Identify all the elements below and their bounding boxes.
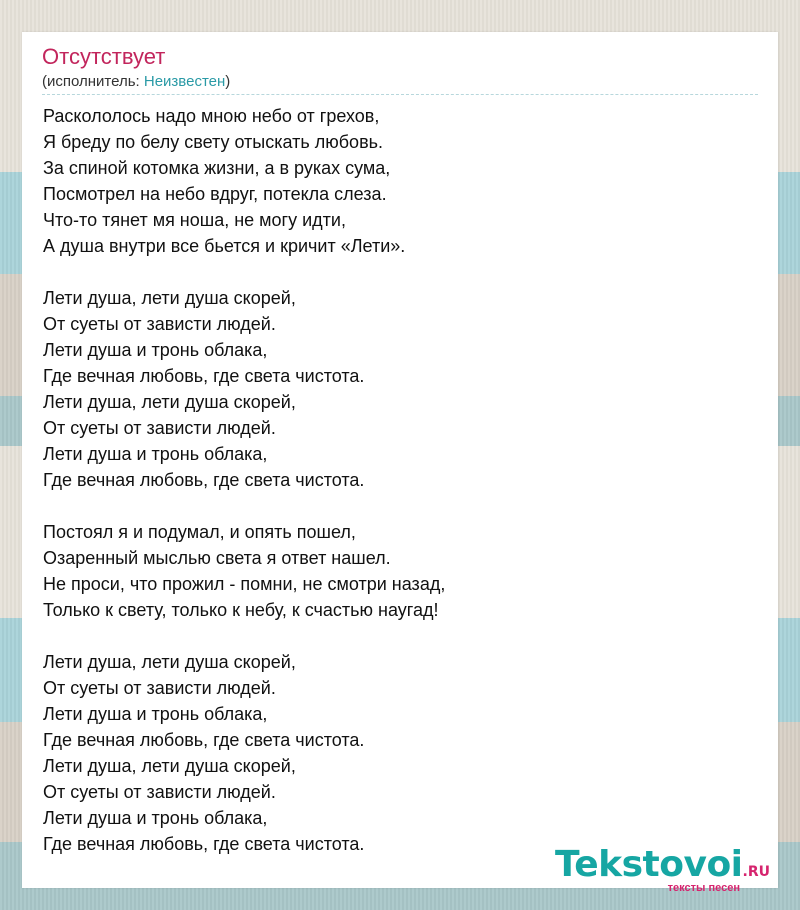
lyrics-text (43, 103, 445, 857)
lyrics-line: Раскололось надо мною небо от грехов, (43, 106, 380, 126)
song-artist-line (42, 73, 230, 90)
artist-suffix: ) (225, 73, 231, 90)
logo-wordmark: Tekstovoi (554, 844, 743, 885)
lyrics-line: Лети душа и тронь облака, (43, 444, 268, 464)
site-logo[interactable] (554, 844, 770, 894)
lyrics-line: От суеты от зависти людей. (43, 678, 276, 698)
lyrics-line: Лети душа, лети душа скорей, (43, 392, 296, 412)
title-divider (42, 94, 758, 95)
lyrics-line: Что-то тянет мя ноша, не могу идти, (43, 210, 346, 230)
artist-link[interactable]: Неизвестен (143, 73, 226, 90)
lyrics-line: Лети душа, лети душа скорей, (43, 756, 296, 776)
lyrics-line: Где вечная любовь, где света чистота. (43, 470, 365, 490)
lyrics-line: От суеты от зависти людей. (43, 314, 276, 334)
lyrics-line: Лети душа и тронь облака, (43, 340, 268, 360)
lyrics-line: Только к свету, только к небу, к счастью наугад! (43, 600, 439, 620)
lyrics-blank-line (43, 623, 445, 649)
lyrics-line: За спиной котомка жизни, а в руках сума, (43, 158, 391, 178)
lyrics-line: Лети душа и тронь облака, (43, 704, 268, 724)
lyrics-line: Озаренный мыслью света я ответ нашел. (43, 548, 391, 568)
lyrics-line: От суеты от зависти людей. (43, 418, 276, 438)
lyrics-line: А душа внутри все бьется и кричит «Лети». (43, 236, 406, 256)
lyrics-line: Где вечная любовь, где света чистота. (43, 366, 365, 386)
lyrics-blank-line (43, 493, 445, 519)
lyrics-line: Лети душа, лети душа скорей, (43, 288, 296, 308)
lyrics-line: Где вечная любовь, где света чистота. (43, 834, 365, 854)
lyrics-line: Посмотрел на небо вдруг, потекла слеза. (43, 184, 387, 204)
lyrics-blank-line (43, 259, 445, 285)
lyrics-line: Я бреду по белу свету отыскать любовь. (43, 132, 384, 152)
artist-prefix: (исполнитель: (42, 73, 144, 90)
lyrics-line: Где вечная любовь, где света чистота. (43, 730, 365, 750)
lyrics-line: Лети душа, лети душа скорей, (43, 652, 296, 672)
logo-subtitle: тексты песен (667, 882, 740, 894)
lyrics-line: Лети душа и тронь облака, (43, 808, 268, 828)
lyrics-line: Постоял я и подумал, и опять пошел, (43, 522, 356, 542)
lyrics-line: От суеты от зависти людей. (43, 782, 276, 802)
lyrics-line: Не проси, что прожил - помни, не смотри назад, (43, 574, 446, 594)
logo-domain: .RU (742, 864, 770, 880)
lyrics-card (22, 32, 778, 894)
song-title: Отсутствует (42, 44, 166, 69)
